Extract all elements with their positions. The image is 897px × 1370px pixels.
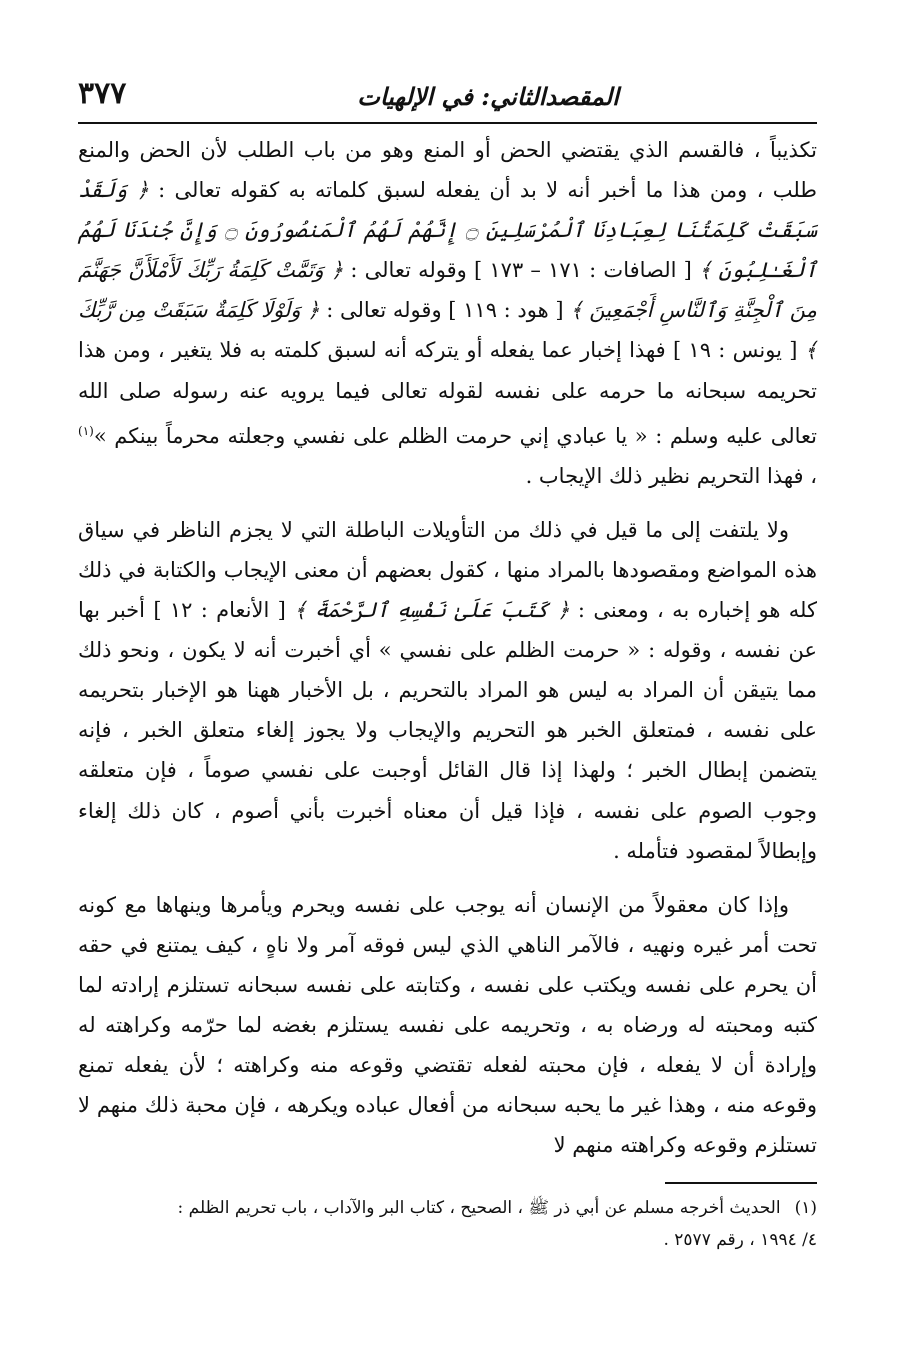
text-run: ، فهذا التحريم نظير ذلك الإيجاب . — [525, 463, 817, 488]
footnote — [78, 1192, 817, 1256]
text-run: [ الأنعام : ١٢ ] أخبر بها عن نفسه ، وقوله : « حرمت الظلم على نفسي » أي أخبرت أنه لا يكون ، ونحو ذلك مما يتيقن أن المراد به ليس هو المراد بالتحريم ، بل الأخبار ههنا هو الإخبار بتحريمه على نفسه ، فمتعلق الخبر هو التحريم والإيجاب ولا يجوز إلغاء متعلق الخبر ، فإنه يتضمن إبطال الخبر ؛ ولهذا إذا قال القائل أوجبت على نفسي صوماً ، فإن متعلقه وجوب الصوم على نفسه ، فإذا قيل أن معناه أخبرت بأني أصوم ، كان ذلك إلغاء وإبطالاً لمقصود فتأمله . — [78, 598, 817, 863]
quran-verse: ﴿ كَتَبَ عَلَىٰ نَفْسِهِ ٱلرَّحْمَةَ ﴾ — [294, 598, 570, 623]
text-run: تكذيباً ، فالقسم الذي يقتضي الحض أو المنع وهو من باب الطلب لأن الحض والمنع طلب ، ومن هذا ما أخبر أنه لا بد أن يفعله لسبق كلماته به كقوله تعالى : — [78, 138, 817, 203]
footnote-citation: ٤/ ١٩٩٤ ، رقم ٢٥٧٧ . — [663, 1230, 817, 1250]
page-number: ٣٧٧ — [78, 76, 127, 111]
text-run: ولا يلتفت إلى ما قيل في ذلك من التأويلات الباطلة التي لا يجزم الناظر في سياق هذه المواضع ومقصودها بالمراد منها ، كقول بعضهم أن معنى الإيجاب والكتابة في ذلك كله هو إخباره به ، ومعنى : — [78, 517, 818, 623]
footnote-text: الحديث أخرجه مسلم عن أبي ذر ﷺ ، الصحيح ، كتاب البر والآداب ، باب تحريم الظلم : — [177, 1198, 781, 1218]
text-run: [ يونس : ١٩ ] فهذا إخبار عما يفعله أو يتركه أنه لسبق كلمته به فلا يتغير ، ومن هذا تحريمه سبحانه ما حرمه على نفسه لقوله تعالى فيما يرويه عنه رسوله صلى الله تعالى عليه وسلم : « يا عبادي إني حرمت الظلم على نفسي وجعلته محرماً بينكم » — [78, 338, 817, 448]
quran-verse: ﴿ وَتَمَّتْ كَلِمَةُ رَبِّكَ لَأَمْلَأَنَّ جَهَنَّمَ مِنَ ٱلْجِنَّةِ وَٱلنَّاسِ أَجْمَعِينَ ﴾ — [78, 258, 817, 323]
header-rule — [78, 122, 817, 124]
paragraph-2 — [78, 510, 817, 871]
footnote-line — [78, 1192, 817, 1224]
page-header — [78, 72, 817, 120]
running-title: المقصدالثاني: في الإلهيات — [357, 82, 619, 111]
footnote-reference[interactable]: (١) — [78, 423, 94, 438]
footnote-rule — [665, 1182, 817, 1184]
footnote-marker: (١) — [794, 1198, 817, 1218]
text-run: [ الصافات : ١٧١ – ١٧٣ ] وقوله تعالى : — [343, 258, 700, 283]
body-text — [78, 130, 817, 1165]
quran-verse: ﴿ وَلَوْلَا كَلِمَةٌ سَبَقَتْ مِن رَّبِّكَ ﴾ — [78, 298, 817, 363]
quran-verse: ﴿ وَلَقَدْ سَبَقَتْ كَلِمَتُنَا لِعِبَادِنَا ٱلْمُرْسَلِينَ ۝ إِنَّهُمْ لَهُمُ ٱلْمَنصُورُونَ ۝ وَإِنَّ جُندَنَا لَهُمُ ٱلْغَـٰلِبُونَ ﴾ — [78, 178, 818, 283]
text-run: وإذا كان معقولاً من الإنسان أنه يوجب على نفسه ويحرم ويأمرها وينهاها مع كونه تحت أمر غيره ونهيه ، فالآمر الناهي الذي ليس فوقه آمر ولا ناهٍ ، كيف يمتنع في حقه أن يحرم على نفسه ويكتب على نفسه ، وكتابته على نفسه سبحانه تستلزم إرادته لما كتبه ومحبته له ورضاه به ، وتحريمه على نفسه يستلزم بغضه لما حرّمه وكراهته له وإرادة أن لا يفعله ، فإن محبته لفعله تقتضي وقوعه منه وكراهته ؛ لأن يفعله تمنع وقوعه منه ، وهذا غير ما يحبه سبحانه من أفعال عباده ويكرهه ، فإن محبة ذلك منهم لا تستلزم وقوعه وكراهته منهم لا — [78, 892, 817, 1158]
text-run: [ هود : ١١٩ ] وقوله تعالى : — [319, 298, 571, 323]
paragraph-1 — [78, 130, 817, 496]
paragraph-3 — [78, 885, 817, 1166]
